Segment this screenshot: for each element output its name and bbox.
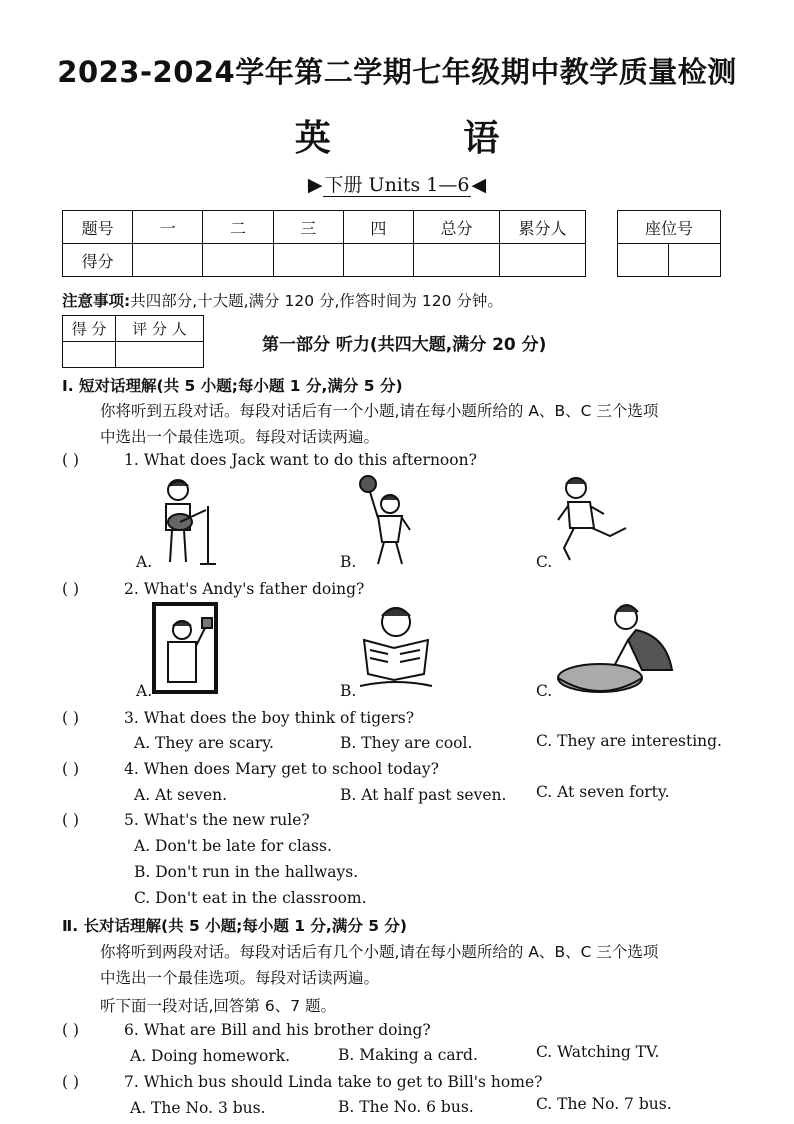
section1-instr: 你将听到五段对话。每段对话后有一个小题,请在每小题所给的 A、B、C 三个选项 (100, 402, 659, 420)
subject-title: 英 语 (294, 117, 560, 159)
score-cell[interactable] (414, 244, 500, 277)
option-c: C. They are interesting. (536, 732, 722, 750)
option-c: C. Don't eat in the classroom. (134, 889, 367, 907)
score-cell[interactable] (203, 244, 273, 277)
question-text: 5. What's the new rule? (124, 811, 310, 829)
option-b: B. Don't run in the hallways. (134, 863, 359, 881)
grader-name-cell[interactable] (116, 342, 204, 368)
question-5 (62, 811, 310, 829)
score-header-cell: 累分人 (499, 211, 585, 244)
score-cell[interactable] (343, 244, 413, 277)
score-header-cell: 题号 (63, 211, 133, 244)
answer-blank[interactable]: ( ) (62, 1073, 80, 1091)
answer-blank[interactable]: ( ) (62, 451, 80, 469)
option-label: B. (340, 553, 357, 571)
score-header-cell: 一 (133, 211, 203, 244)
score-header-cell: 四 (343, 211, 413, 244)
option-a: A. At seven. (134, 786, 228, 804)
part1-title: 第一部分 听力(共四大题,满分 20 分) (262, 335, 547, 355)
score-cell[interactable] (133, 244, 203, 277)
option-label: C. (536, 553, 553, 571)
grader-table (62, 315, 204, 368)
option-c: C. Watching TV. (536, 1043, 660, 1061)
option-b: B. At half past seven. (340, 786, 507, 804)
notice-label: 注意事项: (62, 292, 131, 310)
section2-heading: Ⅱ. 长对话理解(共 5 小题;每小题 1 分,满分 5 分) (62, 917, 407, 935)
option-b: B. Making a card. (338, 1046, 478, 1064)
score-cell[interactable] (273, 244, 343, 277)
question-text: 7. Which bus should Linda take to get to Bill's home? (124, 1073, 543, 1091)
notice-text: 共四部分,十大题,满分 120 分,作答时间为 120 分钟。 (130, 292, 503, 310)
question-4 (62, 760, 439, 778)
option-a: A. The No. 3 bus. (130, 1099, 266, 1117)
section1-instr: 中选出一个最佳选项。每段对话读两遍。 (100, 428, 380, 446)
answer-blank[interactable]: ( ) (62, 1021, 80, 1039)
option-b: B. They are cool. (340, 734, 473, 752)
option-a: A. Don't be late for class. (134, 837, 332, 855)
option-c: C. The No. 7 bus. (536, 1095, 672, 1113)
option-a: A. Doing homework. (130, 1047, 291, 1065)
seat-table (617, 210, 721, 277)
arrow-left-icon: ◀ (471, 174, 487, 196)
arrow-right-icon: ▶ (307, 174, 323, 196)
option-label: A. (136, 553, 153, 571)
score-header-cell: 三 (273, 211, 343, 244)
section2-instr: 中选出一个最佳选项。每段对话读两遍。 (100, 969, 380, 987)
question-3 (62, 709, 414, 727)
score-row-label: 得分 (63, 244, 133, 277)
question-7 (62, 1073, 542, 1091)
seat-label: 座位号 (618, 211, 721, 244)
option-c: C. At seven forty. (536, 783, 670, 801)
question-text: 6. What are Bill and his brother doing? (124, 1021, 431, 1039)
question-2 (62, 580, 364, 598)
running-boy-image (552, 474, 632, 566)
grader-name-label: 评 分 人 (116, 316, 204, 342)
question-text: 1. What does Jack want to do this afternoon? (124, 451, 477, 469)
option-a: A. They are scary. (134, 734, 274, 752)
option-label: A. (136, 682, 153, 700)
exam-title: 2023-2024学年第二学期七年级期中教学质量检测 (57, 55, 737, 89)
answer-blank[interactable]: ( ) (62, 760, 80, 778)
seat-cell[interactable] (669, 244, 721, 277)
reading-newspaper-image (358, 602, 434, 696)
question-text: 2. What's Andy's father doing? (124, 580, 365, 598)
question-1 (62, 451, 477, 469)
score-table (62, 210, 586, 277)
guitar-boy-image (150, 476, 222, 568)
grader-score-cell[interactable] (63, 342, 116, 368)
cleaning-window-image (152, 602, 218, 694)
section2-instr: 你将听到两段对话。每段对话后有几个小题,请在每小题所给的 A、B、C 三个选项 (100, 943, 659, 961)
notice (62, 289, 503, 311)
seat-cell[interactable] (618, 244, 669, 277)
score-header-cell: 总分 (414, 211, 500, 244)
section1-heading: Ⅰ. 短对话理解(共 5 小题;每小题 1 分,满分 5 分) (62, 377, 403, 395)
option-b: B. The No. 6 bus. (338, 1098, 474, 1116)
volume-label (0, 170, 794, 197)
answer-blank[interactable]: ( ) (62, 811, 80, 829)
question-text: 4. When does Mary get to school today? (124, 760, 439, 778)
score-cell[interactable] (499, 244, 585, 277)
option-label: B. (340, 682, 357, 700)
question-6 (62, 1021, 431, 1039)
score-header-cell: 二 (203, 211, 273, 244)
answer-blank[interactable]: ( ) (62, 580, 80, 598)
volume-text: 下册 Units 1—6 (324, 174, 470, 196)
answer-blank[interactable]: ( ) (62, 709, 80, 727)
grader-score-label: 得 分 (63, 316, 116, 342)
basketball-boy-image (356, 474, 416, 570)
question-text: 3. What does the boy think of tigers? (124, 709, 415, 727)
section2-instr: 听下面一段对话,回答第 6、7 题。 (100, 997, 337, 1015)
washing-clothes-image (556, 600, 686, 698)
option-label: C. (536, 682, 553, 700)
